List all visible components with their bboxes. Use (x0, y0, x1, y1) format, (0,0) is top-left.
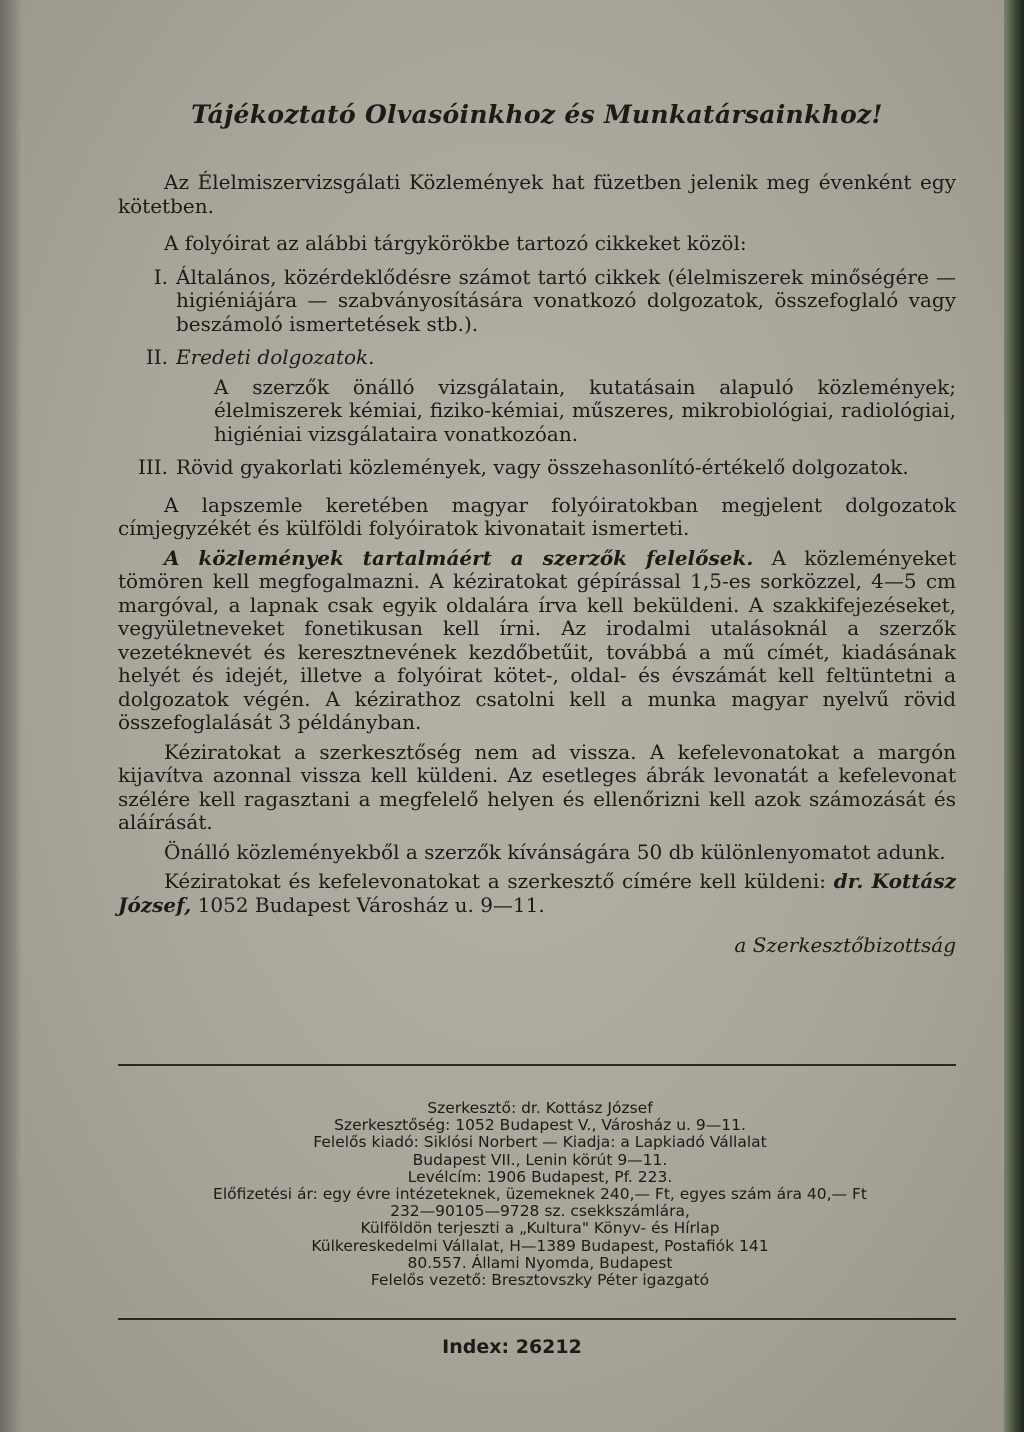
imprint-line: 232—90105—9728 sz. csekkszámlára, (390, 1202, 690, 1221)
section-item-1 (118, 266, 956, 337)
section-item-3 (118, 456, 956, 480)
binding-edge (1004, 0, 1024, 1432)
section-text: Általános, közérdeklődésre számot tartó cikkek (élelmiszerek minőségére — higiéniájára — szabványosítására vonatkozó dolgozatok, összefoglaló vagy beszámoló ismertetések stb.). (176, 264, 956, 336)
section-text: Rövid gyakorlati közlemények, vagy összehasonlító-értékelő dolgozatok. (176, 455, 909, 479)
imprint-line: Szerkesztő: dr. Kottász József (427, 1099, 653, 1117)
section-number: I. (153, 264, 168, 289)
notice-content (118, 100, 956, 957)
topics-lead: A folyóirat az alábbi tárgykörökbe tartozó cikkeket közöl: (164, 231, 747, 255)
section-item-2 (118, 346, 956, 370)
imprint-line: Levélcím: 1906 Budapest, Pf. 223. (407, 1167, 673, 1186)
notice-title: Tájékoztató Olvasóinkhoz és Munkatársainkhoz! (191, 100, 883, 129)
divider-bottom (118, 1318, 956, 1320)
section-number: II. (145, 345, 168, 369)
send-paragraph: Kéziratokat és kefelevonatokat a szerkesztő címére kell küldeni: dr. Kottász József, 1052 Budapest Városház u. 9—11. (118, 869, 957, 917)
review-paragraph: A lapszemle keretében magyar folyóiratokban megjelent dolgozatok címjegyzékét és külföldi folyóiratok kivonatait ismerteti. (118, 492, 956, 540)
imprint-line: Felelős kiadó: Siklósi Norbert — Kiadja: a Lapkiadó Vállalat (313, 1133, 767, 1152)
signature: a Szerkesztőbizottság (734, 933, 956, 957)
offprints-paragraph: Önálló közleményekből a szerzők kívánságára 50 db különlenyomatot adunk. (164, 839, 946, 864)
imprint-line: Budapest VII., Lenin körút 9—11. (412, 1150, 668, 1169)
proofs-paragraph: Kéziratokat a szerkesztőség nem ad vissza. A kefelevonatokat a margón kijavítva azonnal vissza kell küldeni. Az esetleges ábrák levonatát a kefelevonat szélére kell ragasztani a megfelelő helyen és ellenőrizni kell azok számozását és aláírását. (118, 739, 956, 834)
imprint-line: Külkereskedelmi Vállalat, H—1389 Budapest, Postafiók 141 (311, 1236, 769, 1255)
index-number: Index: 26212 (442, 1336, 582, 1358)
divider-top (118, 1064, 956, 1066)
imprint-line: 80.557. Állami Nyomda, Budapest (407, 1253, 673, 1272)
imprint-line: Szerkesztőség: 1052 Budapest V., Városház u. 9—11. (334, 1116, 746, 1135)
imprint-line: Előfizetési ár: egy évre intézeteknek, üzemeknek 240,— Ft, egyes szám ára 40,— Ft (213, 1185, 867, 1204)
responsibility-paragraph: A közlemények tartalmáért a szerzők felelősek. A közleményeket tömören kell megfogalmazni. A kéziratokat gépírással 1,5-es sorközzel, 4—5 cm margóval, a lapnak csak egyik oldalára írva kell beküldeni. A szakkifejezéseket, vegyületneveket fonetikusan kell írni. Az irodalmi utalásoknál a szerzők vezetéknevét és keresztnevének kezdőbetűit, továbbá a mű címét, kiadásának helyét és idejét, illetve a folyóirat kötet-, oldal- és évszámát kell feltüntetni a dolgozatok végén. A kézirathoz csatolni kell a munka magyar nyelvű rövid összefoglalását 3 példányban. (118, 545, 957, 734)
section-number: III. (137, 455, 168, 479)
imprint-line: Külföldön terjeszti a „Kultura" Könyv- és Hírlap (360, 1219, 720, 1238)
page-left-edge (0, 0, 22, 1432)
imprint-line: Felelős vezető: Bresztovszky Péter igazgató (370, 1271, 710, 1290)
section-body: A szerzők önálló vizsgálatain, kutatásain alapuló közlemények; élelmiszerek kémiai, fiziko-kémiai, műszeres, mikrobiológiai, radiológiai, higiéniai vizsgálataira vonatkozóan. (214, 374, 956, 446)
intro-paragraph: Az Élelmiszervizsgálati Közlemények hat füzetben jelenik meg évenként egy kötetben. (118, 170, 956, 218)
section-heading: Eredeti dolgozatok. (176, 345, 375, 369)
imprint-block (150, 1100, 930, 1289)
